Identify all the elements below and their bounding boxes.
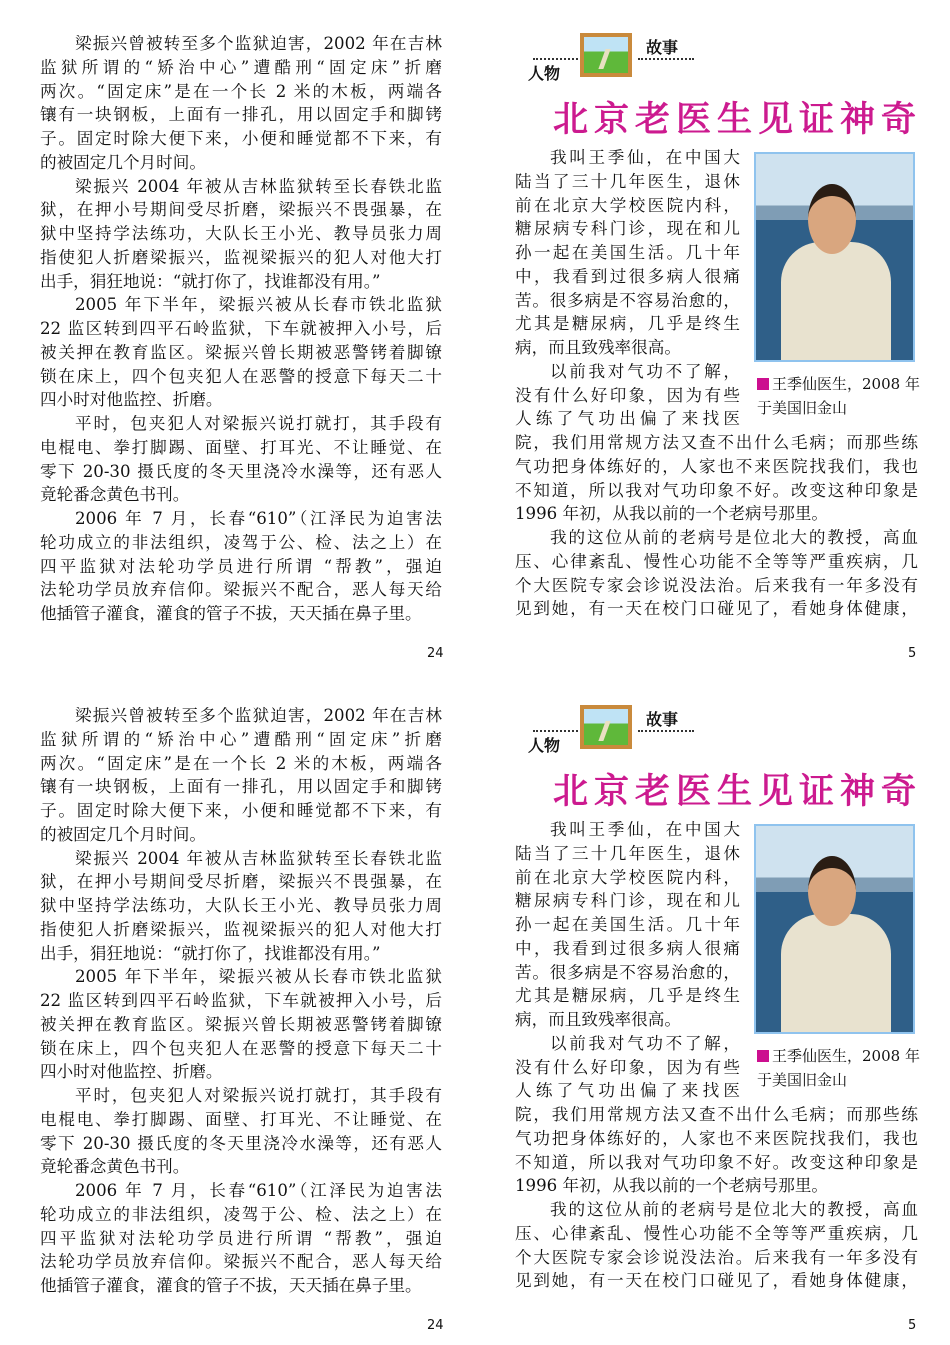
section-label-left: 人物 bbox=[528, 64, 561, 83]
text-line: 子。固定时除大便下来，小便和睡觉都不下来，有 bbox=[40, 801, 442, 820]
text-line: 零下 20-30 摄氏度的冬天里浇冷水澡等，还有恶人 bbox=[40, 461, 442, 481]
dotted-rule bbox=[638, 730, 694, 732]
text-line: 指使犯人折磨梁振兴，监视梁振兴的犯人对他大打 bbox=[40, 247, 442, 267]
dotted-rule bbox=[638, 58, 694, 60]
photo-figure-head bbox=[808, 856, 856, 926]
text-line: 镶有一块钢板，上面有一排孔，用以固定手和脚铐 bbox=[40, 105, 442, 125]
text-line: 出手，狷狂地说：“就打你了，找谁都没有用。” bbox=[40, 271, 381, 291]
text-line: 镶有一块钢板，上面有一排孔，用以固定手和脚铐 bbox=[40, 777, 442, 797]
text-line: 2005 年下半年，梁振兴被从长春市铁北监狱 bbox=[75, 967, 442, 987]
text-line: 梁振兴曾被转至多个监狱迫害，2002 年在吉林 bbox=[75, 34, 442, 53]
text-line: 两次。“固定床”是在一个长 2 米的木板，两端各 bbox=[40, 81, 442, 101]
photo-figure-head bbox=[808, 184, 856, 254]
text-line: 平时，包夹犯人对梁振兴说打就打，其手段有 bbox=[75, 1086, 442, 1105]
text-line: 被关押在教育监区。梁振兴曾长期被恶警铐着脚镣 bbox=[40, 342, 442, 362]
left-page-body bbox=[40, 32, 442, 626]
text-line: 中，我看到过很多病人很痛 bbox=[515, 938, 740, 958]
text-line: 电棍电、拳打脚踢、面壁、打耳光、不让睡觉、在 bbox=[40, 1109, 442, 1129]
text-line: 我的这位从前的老病号是位北大的教授，高血 bbox=[550, 528, 918, 547]
text-line: 1996 年初，从我以前的一个老病号那里。 bbox=[515, 1176, 829, 1196]
text-line: 他插管子灌食，灌食的管子不拔，天天插在鼻子里。 bbox=[40, 1276, 422, 1295]
caption-marker-icon bbox=[757, 1050, 769, 1062]
text-line: 2006 年 7 月，长春“610”（江泽民为迫害法 bbox=[75, 509, 442, 528]
page-number-left: 24 bbox=[427, 1318, 444, 1333]
text-line: 梁振兴 2004 年被从吉林监狱转至长春铁北监 bbox=[75, 848, 442, 868]
photo-figure-body bbox=[781, 242, 891, 362]
text-line: 被关押在教育监区。梁振兴曾长期被恶警铐着脚镣 bbox=[40, 1014, 442, 1034]
text-line: 狱中坚持学法练功，大队长王小光、教导员张力周 bbox=[40, 896, 442, 915]
text-line: 两次。“固定床”是在一个长 2 米的木板，两端各 bbox=[40, 753, 442, 773]
text-line: 陆当了三十几年医生，退休 bbox=[515, 843, 740, 863]
text-line: 四平监狱对法轮功学员进行所谓 “帮教”，强迫 bbox=[40, 1228, 442, 1248]
text-line: 出手，狷狂地说：“就打你了，找谁都没有用。” bbox=[40, 943, 381, 963]
spread-1 bbox=[0, 0, 950, 672]
text-line: 见到她，有一天在校门口碰见了，看她身体健康， bbox=[515, 1271, 918, 1291]
portrait-photo bbox=[754, 824, 915, 1034]
text-line: 陆当了三十几年医生，退休 bbox=[515, 171, 740, 191]
text-line: 四小时对他监控、折磨。 bbox=[40, 1062, 223, 1082]
text-line: 糖尿病专科门诊，现在和儿 bbox=[515, 891, 740, 911]
text-line: 狱，在押小号期间受尽折磨，梁振兴不畏强暴，在 bbox=[40, 872, 442, 892]
text-line: 不知道，所以我对气功印象不好。改变这种印象是 bbox=[515, 1152, 918, 1172]
text-line: 指使犯人折磨梁振兴，监视梁振兴的犯人对他大打 bbox=[40, 919, 442, 939]
text-line: 我叫王季仙，在中国大 bbox=[550, 820, 740, 839]
page-number-right: 5 bbox=[908, 1318, 917, 1333]
text-line: 前在北京大学校医院内科， bbox=[515, 867, 740, 887]
text-line: 狱中坚持学法练功，大队长王小光、教导员张力周 bbox=[40, 224, 442, 243]
section-header bbox=[528, 33, 698, 83]
section-header bbox=[528, 705, 698, 755]
spread-2 bbox=[0, 672, 950, 1344]
text-line: 中，我看到过很多病人很痛 bbox=[515, 266, 740, 286]
text-line: 四平监狱对法轮功学员进行所谓 “帮教”，强迫 bbox=[40, 556, 442, 576]
photo-caption bbox=[757, 372, 922, 420]
text-line: 孙一起在美国生活。几十年 bbox=[515, 915, 740, 934]
caption-text: 王季仙医生，2008 年于美国旧金山 bbox=[757, 375, 920, 417]
text-line: 院，我们用常规方法又查不出什么毛病；而那些练 bbox=[515, 1105, 918, 1124]
text-line: 监狱所谓的“矫治中心”遭酷刑“固定床”折磨 bbox=[40, 57, 442, 77]
section-label-right: 故事 bbox=[646, 710, 679, 729]
text-line: 狱，在押小号期间受尽折磨，梁振兴不畏强暴，在 bbox=[40, 200, 442, 220]
dotted-rule bbox=[533, 730, 585, 732]
text-line: 不知道，所以我对气功印象不好。改变这种印象是 bbox=[515, 480, 918, 500]
text-line: 零下 20-30 摄氏度的冬天里浇冷水澡等，还有恶人 bbox=[40, 1133, 442, 1153]
text-line: 他插管子灌食，灌食的管子不拔，天天插在鼻子里。 bbox=[40, 604, 422, 623]
left-page-body bbox=[40, 704, 442, 1298]
page-number-right: 5 bbox=[908, 646, 917, 661]
caption-text: 王季仙医生，2008 年于美国旧金山 bbox=[757, 1047, 920, 1089]
text-line: 糖尿病专科门诊，现在和儿 bbox=[515, 219, 740, 239]
text-line: 监狱所谓的“矫治中心”遭酷刑“固定床”折磨 bbox=[40, 729, 442, 749]
text-line: 没有什么好印象，因为有些 bbox=[515, 385, 740, 405]
right-page-body-wide bbox=[515, 1103, 918, 1293]
photo-caption bbox=[757, 1044, 922, 1092]
text-line: 人练了气功出偏了来找医 bbox=[515, 409, 740, 429]
text-line: 梁振兴 2004 年被从吉林监狱转至长春铁北监 bbox=[75, 176, 442, 196]
section-label-left: 人物 bbox=[528, 736, 561, 755]
text-line: 四小时对他监控、折磨。 bbox=[40, 390, 223, 410]
text-line: 孙一起在美国生活。几十年 bbox=[515, 243, 740, 262]
text-line: 尤其是糖尿病，几乎是终生 bbox=[515, 986, 740, 1006]
article-title: 北京老医生见证神奇 bbox=[553, 100, 923, 140]
text-line: 我叫王季仙，在中国大 bbox=[550, 148, 740, 167]
text-line: 院，我们用常规方法又查不出什么毛病；而那些练 bbox=[515, 433, 918, 452]
text-line: 压、心律紊乱、慢性心功能不全等等严重疾病，几 bbox=[515, 551, 918, 571]
right-page-body-narrow bbox=[515, 818, 740, 1103]
text-line: 气功把身体练好的，人家也不来医院找我们，我也 bbox=[515, 456, 918, 476]
text-line: 没有什么好印象，因为有些 bbox=[515, 1057, 740, 1077]
text-line: 病，而且致残率很高。 bbox=[515, 1010, 681, 1029]
right-page-body-wide bbox=[515, 431, 918, 621]
text-line: 22 监区转到四平石岭监狱，下车就被押入小号，后 bbox=[40, 319, 442, 338]
text-line: 以前我对气功不了解， bbox=[550, 361, 740, 381]
text-line: 苦。很多病是不容易治愈的， bbox=[515, 290, 740, 310]
text-line: 病，而且致残率很高。 bbox=[515, 338, 681, 357]
text-line: 前在北京大学校医院内科， bbox=[515, 195, 740, 215]
right-page-body-narrow bbox=[515, 146, 740, 431]
text-line: 子。固定时除大便下来，小便和睡觉都不下来，有 bbox=[40, 129, 442, 148]
text-line: 平时，包夹犯人对梁振兴说打就打，其手段有 bbox=[75, 414, 442, 433]
caption-marker-icon bbox=[757, 378, 769, 390]
landscape-picture-icon bbox=[580, 33, 632, 77]
text-line: 法轮功学员放弃信仰。梁振兴不配合，恶人每天给 bbox=[40, 1252, 442, 1272]
text-line: 个大医院专家会诊说没法治。后来我有一年多没有 bbox=[515, 1247, 918, 1267]
section-label-right: 故事 bbox=[646, 38, 679, 57]
text-line: 我的这位从前的老病号是位北大的教授，高血 bbox=[550, 1200, 918, 1219]
text-line: 见到她，有一天在校门口碰见了，看她身体健康， bbox=[515, 599, 918, 619]
text-line: 电棍电、拳打脚踢、面壁、打耳光、不让睡觉、在 bbox=[40, 437, 442, 457]
text-line: 轮功成立的非法组织，凌驾于公、检、法之上）在 bbox=[40, 1204, 442, 1224]
article-title: 北京老医生见证神奇 bbox=[553, 772, 923, 812]
text-line: 锁在床上，四个包夹犯人在恶警的授意下每天二十 bbox=[40, 1038, 442, 1058]
text-line: 尤其是糖尿病，几乎是终生 bbox=[515, 314, 740, 334]
photo-figure-body bbox=[781, 914, 891, 1034]
text-line: 人练了气功出偏了来找医 bbox=[515, 1081, 740, 1101]
text-line: 苦。很多病是不容易治愈的， bbox=[515, 962, 740, 982]
text-line: 气功把身体练好的，人家也不来医院找我们，我也 bbox=[515, 1128, 918, 1148]
text-line: 的被固定几个月时间。 bbox=[40, 152, 206, 172]
text-line: 法轮功学员放弃信仰。梁振兴不配合，恶人每天给 bbox=[40, 580, 442, 600]
text-line: 竟轮番念黄色书刊。 bbox=[40, 1157, 190, 1177]
text-line: 个大医院专家会诊说没法治。后来我有一年多没有 bbox=[515, 575, 918, 595]
text-line: 以前我对气功不了解， bbox=[550, 1033, 740, 1053]
text-line: 梁振兴曾被转至多个监狱迫害，2002 年在吉林 bbox=[75, 706, 442, 725]
text-line: 22 监区转到四平石岭监狱，下车就被押入小号，后 bbox=[40, 991, 442, 1010]
text-line: 的被固定几个月时间。 bbox=[40, 824, 206, 844]
page-number-left: 24 bbox=[427, 646, 444, 661]
text-line: 压、心律紊乱、慢性心功能不全等等严重疾病，几 bbox=[515, 1223, 918, 1243]
text-line: 轮功成立的非法组织，凌驾于公、检、法之上）在 bbox=[40, 532, 442, 552]
dotted-rule bbox=[533, 58, 585, 60]
text-line: 1996 年初，从我以前的一个老病号那里。 bbox=[515, 504, 829, 524]
text-line: 2005 年下半年，梁振兴被从长春市铁北监狱 bbox=[75, 295, 442, 315]
text-line: 竟轮番念黄色书刊。 bbox=[40, 485, 190, 505]
text-line: 2006 年 7 月，长春“610”（江泽民为迫害法 bbox=[75, 1181, 442, 1200]
landscape-picture-icon bbox=[580, 705, 632, 749]
portrait-photo bbox=[754, 152, 915, 362]
text-line: 锁在床上，四个包夹犯人在恶警的授意下每天二十 bbox=[40, 366, 442, 386]
